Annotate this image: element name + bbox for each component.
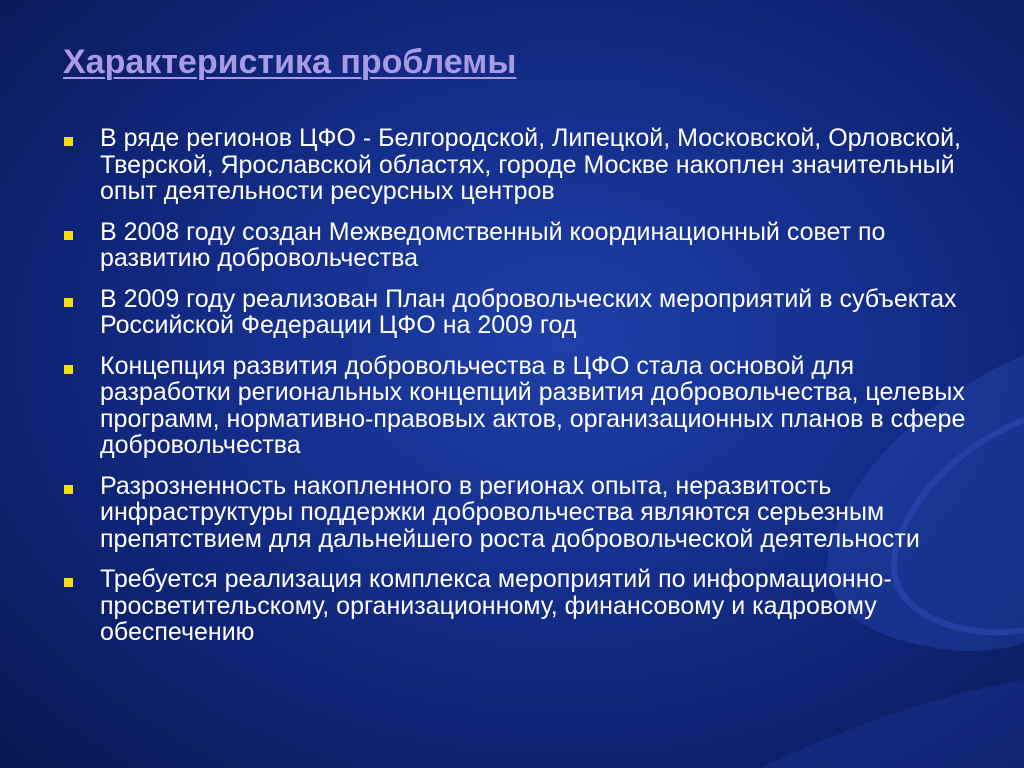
bullet-text: В ряде регионов ЦФО - Белгородской, Липецкой, Московской, Орловской, Тверской, Ярославской областях, городе Москве накоплен значительный опыт деятельности ресурсных центров [100,124,961,205]
list-item [60,125,980,205]
square-bullet-icon [64,578,73,587]
square-bullet-icon [64,298,73,307]
list-item [60,473,980,553]
square-bullet-icon [64,137,73,146]
slide-title: Характеристика проблемы [63,43,517,81]
square-bullet-icon [64,231,73,240]
list-item [60,353,980,459]
bullet-text: Концепция развития добровольчества в ЦФО стала основой для разработки региональных концепций развития добровольчества, целевых программ, нормативно-правовых актов, организационных планов в сфере добровольчества [100,351,966,459]
bullet-text: В 2009 году реализован План добровольческих мероприятий в субъектах Российской Федерации ЦФО на 2009 год [100,284,957,339]
square-bullet-icon [64,485,73,494]
bullet-text: Требуется реализация комплекса мероприятий по информационно-просветительскому, организационному, финансовому и кадровому обеспечению [100,565,892,646]
list-item [60,566,980,646]
list-item [60,219,980,272]
square-bullet-icon [64,365,73,374]
bullet-text: В 2008 году создан Межведомственный координационный совет по развитию добровольчества [100,217,886,272]
bullet-list [60,125,980,660]
list-item [60,286,980,339]
bullet-text: Разрозненность накопленного в регионах опыта, неразвитость инфраструктуры поддержки добровольчества являются серьезным препятствием для дальнейшего роста добровольческой деятельности [100,471,920,553]
